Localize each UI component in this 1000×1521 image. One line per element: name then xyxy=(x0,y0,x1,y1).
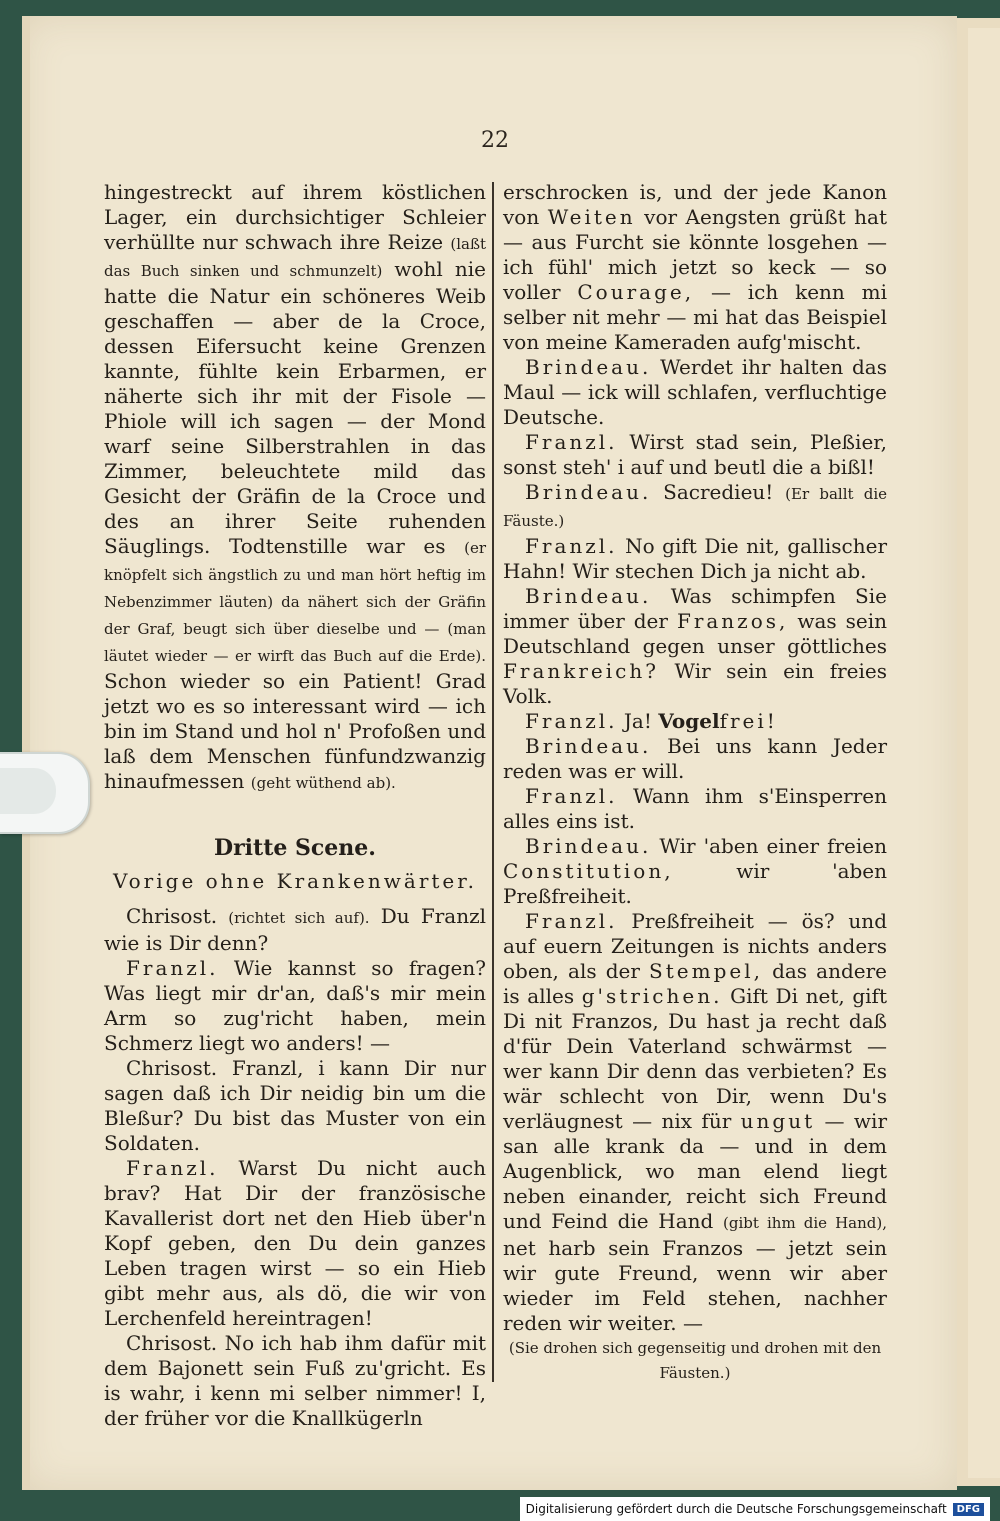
dialogue-chrisost-3: Chrisost. No ich hab ihm dafür mit dem Bajonett sein Fuß zu'gricht. Es is wahr, i kenn mi selber nimmer! I, der früher vor die Knallkügerln xyxy=(104,1331,487,1430)
dialogue-brindeau-4: Brindeau. Bei uns kann Jeder reden was er will. xyxy=(503,734,888,783)
next-page-surface xyxy=(968,28,1000,1478)
dialogue-brindeau-2: Brindeau. Sacredieu! (Er ballt die Fäuste.) xyxy=(503,480,888,530)
bookmark-clip-inner xyxy=(0,768,56,814)
dialogue-franzl-1: Franzl. Wie kannst so fragen? Was liegt mir dr'an, daß's mir mein Arm so zug'richt haben, mein Schmerz liegt wo anders! — xyxy=(104,956,486,1055)
dialogue-franzl-6: Franzl. Wann ihm s'Einsperren alles eins ist. xyxy=(503,784,888,833)
dialogue-chrisost-1: Chrisost. (richtet sich auf). Du Franzl wie is Dir denn? xyxy=(104,904,487,955)
dialogue-franzl-3: Franzl. Wirst stad sein, Pleßier, sonst steh' i auf und beutl die a bißl! xyxy=(503,430,887,479)
footer-credit xyxy=(520,1497,990,1521)
dialogue-franzl-4: Franzl. No gift Die nit, gallischer Hahn! Wir stechen Dich ja nicht ab. xyxy=(503,534,888,583)
dialogue-brindeau-1: Brindeau. Werdet ihr halten das Maul — ick will schlafen, verfluchtige Deutsche. xyxy=(503,355,887,429)
dfg-logo: DFG xyxy=(953,1503,984,1516)
dialogue-franzl-5: Franzl. Ja! Vogelfrei! xyxy=(525,709,778,733)
scene-title: Dritte Scene. xyxy=(214,835,376,861)
left-paragraph-1: hingestreckt auf ihrem köstlichen Lager, ein durchsichtiger Schleier verhüllte nur schwach ihre Reize (laßt das Buch sinken und schmunzelt) wohl nie hatte die Natur ein schöneres Weib geschaffen — aber de la Croce, dessen Eifersucht keine Grenzen kannte, fühlte kein Erbarmen, er näherte sich ihr mit der Fisole — Phiole will ich sagen — der Mond warf seine Silberstrahlen in das Zimmer, beleuchtete mild das Gesicht der Gräfin de la Croce und des an ihrer Seite ruhenden Säuglings. Todtenstille war es (er knöpfelt sich ängstlich zu und man hört heftig im Nebenzimmer läuten) da nähert sich der Gräfin der Graf, beugt sich über dieselbe und — (man läutet wieder — er wirft das Buch auf die Erde). Schon wieder so ein Patient! Grad jetzt wo es so interessant wird — ich bin im Stand und hol n' Profoßen und laß dem Menschen fünfundzwanzig hinaufmessen (geht wüthend ab). xyxy=(104,180,487,793)
dialogue-brindeau-3: Brindeau. Was schimpfen Sie immer über der Franzos, was sein Deutschland gegen unser göttliches Frankreich? Wir sein ein freies Volk. xyxy=(503,584,888,708)
dialogue-chrisost-2: Chrisost. Franzl, i kann Dir nur sagen daß ich Dir neidig bin um die Bleßur? Du bist das Muster von ein Soldaten. xyxy=(104,1056,487,1155)
scene-subtitle: Vorige ohne Krankenwärter. xyxy=(113,869,477,893)
right-column xyxy=(503,180,887,1386)
dialogue-brindeau-5: Brindeau. Wir 'aben einer freien Constitution, wir 'aben Preßfreiheit. xyxy=(503,834,888,908)
dialogue-franzl-7: Franzl. Preßfreiheit — ös? und auf euern Zeitungen is nichts anders oben, als der Stempel, das andere is alles g'strichen. Gift Di net, gift Di nit Franzos, Du hast ja recht daß d'für Dein Vaterland schwärmst — wer kann Dir denn das verbieten? Es wär schlecht von Dir, wenn Du's verläugnest — nix für ungut — wir san alle krank da — und in dem Augenblick, wo man elend liegt neben einander, reicht sich Freund und Feind die Hand (gibt ihm die Hand), net harb sein Franzos — jetzt sein wir gute Freund, wenn wir aber wieder im Feld stehen, nachher reden wir weiter. — xyxy=(503,909,888,1335)
footer-text: Digitalisierung gefördert durch die Deutsche Forschungsgemeinschaft xyxy=(525,1502,947,1516)
right-paragraph-1: erschrocken is, und der jede Kanon von Weiten vor Aengsten grüßt hat — aus Furcht sie könnte losgehen — ich fühl' mich jetzt so keck — so voller Courage, — ich kenn mi selber nit mehr — mi hat das Beispiel von meine Kameraden aufg'mischt. xyxy=(503,180,888,354)
dialogue-franzl-2: Franzl. Warst Du nicht auch brav? Hat Dir der französische Kavallerist dort net den Hieb über'n Kopf geben, den Du dein ganzes Leben tragen wirst — so ein Hieb gibt mehr aus, als dö, die wir von Lerchenfeld hereintragen! xyxy=(104,1156,487,1330)
page-number: 22 xyxy=(481,128,509,153)
bookmark-clip xyxy=(0,752,90,834)
left-column xyxy=(104,180,486,1431)
column-divider xyxy=(492,182,494,1382)
stage-direction-final: (Sie drohen sich gegenseitig und drohen mit den Fäusten.) xyxy=(508,1339,882,1382)
